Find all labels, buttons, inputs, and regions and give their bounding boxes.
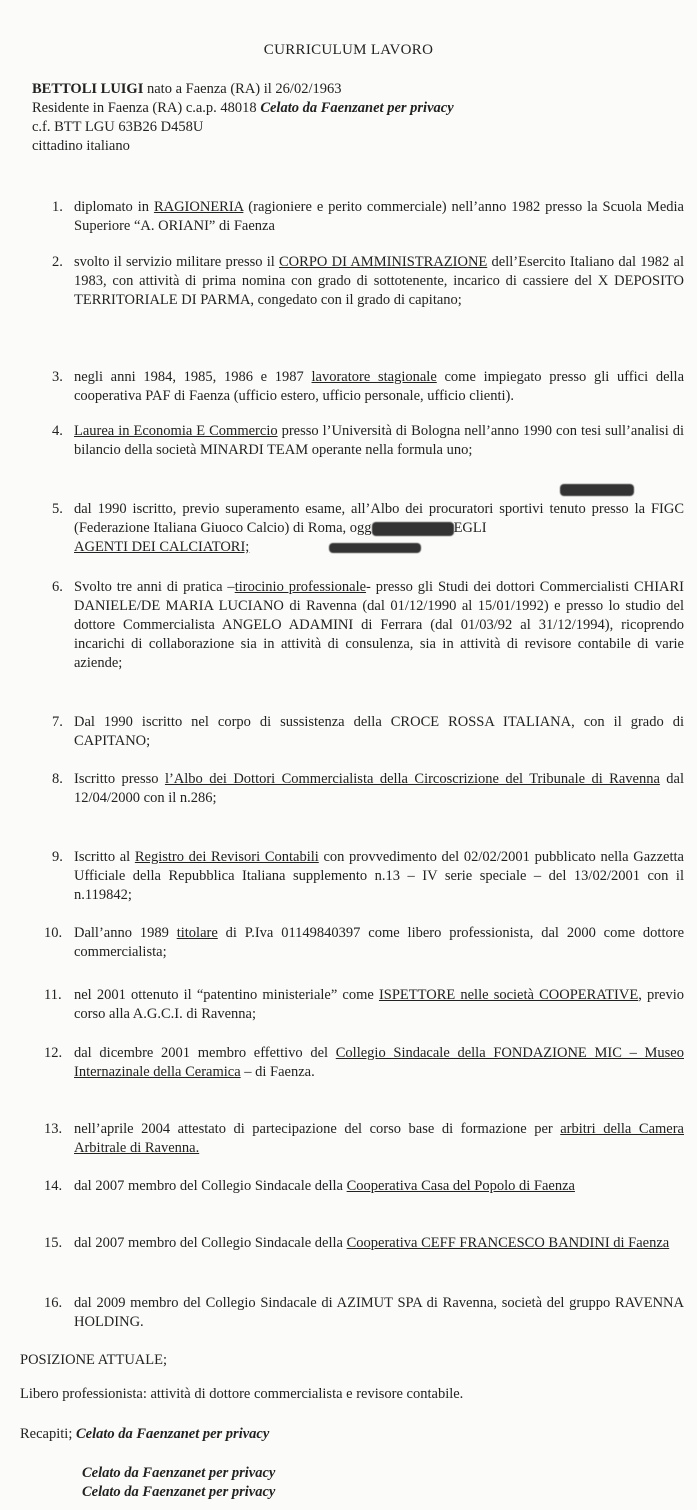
item-number: 15. bbox=[44, 1235, 63, 1251]
item-text-end: – di Faenza. bbox=[240, 1064, 315, 1080]
item-text-end: (ragioniere e perito commerciale) nell’anno 1982 presso la Scuola Media Superiore “A. ORIANI” di Faenza bbox=[74, 199, 684, 234]
item-highlight: l’Albo dei Dottori Commercialista della Circoscrizione del Tribunale di Ravenna bbox=[164, 771, 660, 787]
tax-code: c.f. BTT LGU 63B26 D458U bbox=[32, 119, 204, 135]
item-highlight: arbitri della Camera Arbitrale di Ravenna. bbox=[74, 1121, 684, 1156]
redaction-mark bbox=[560, 484, 634, 496]
item-highlight: Cooperativa CEFF FRANCESCO BANDINI di Faenza bbox=[346, 1235, 670, 1251]
item-text: diplomato in bbox=[74, 199, 154, 215]
list-item bbox=[52, 578, 684, 673]
item-highlight: tirocinio professionale bbox=[234, 579, 367, 595]
item-number: 7. bbox=[52, 714, 63, 730]
citizenship: cittadino italiano bbox=[32, 138, 130, 154]
item-number: 2. bbox=[52, 254, 63, 270]
item-text: dal 2009 membro del Collegio Sindacale di AZIMUT SPA di Ravenna, società del gruppo RAVENNA HOLDING. bbox=[74, 1295, 684, 1330]
list-item bbox=[44, 1177, 684, 1196]
name-line bbox=[32, 80, 454, 99]
item-text: svolto il servizio militare presso il bbox=[74, 254, 280, 270]
item-highlight: ISPETTORE nelle società COOPERATIVE bbox=[378, 987, 639, 1003]
item-number: 12. bbox=[44, 1045, 63, 1061]
item-text-end: EGLI bbox=[453, 520, 487, 536]
item-text-end: dal 12/04/2000 con il n.286; bbox=[74, 771, 685, 806]
personal-header bbox=[32, 80, 454, 156]
list-item bbox=[44, 986, 684, 1024]
item-text: Dall’anno 1989 bbox=[74, 925, 177, 941]
item-number: 8. bbox=[52, 771, 63, 787]
item-highlight: Laurea in Economia E Commercio bbox=[74, 423, 278, 439]
item-text: Dal 1990 iscritto nel corpo di sussistenza della CROCE ROSSA ITALIANA, con il grado di CAPITANO; bbox=[74, 714, 684, 749]
item-text-end: con provvedimento del 02/02/2001 pubblicato nella Gazzetta Ufficiale della Repubblica Italiana supplemento n.13 – IV serie speciale – del 13/02/2001 con il n.119842; bbox=[74, 849, 684, 903]
list-item bbox=[52, 253, 684, 310]
item-number: 16. bbox=[44, 1295, 63, 1311]
contacts-label: Recapiti; bbox=[20, 1426, 73, 1442]
contact-privacy: Celato da Faenzanet per privacy bbox=[75, 1426, 270, 1442]
item-number: 1. bbox=[52, 199, 63, 215]
item-text-end: presso l’Università di Bologna nell’anno 1990 con tesi sull’analisi di bilancio della società MINARDI TEAM operante nella formula uno; bbox=[74, 423, 685, 458]
item-number: 5. bbox=[52, 501, 63, 517]
list-item bbox=[44, 1044, 684, 1082]
item-text: nell’aprile 2004 attestato di partecipazione del corso base di formazione per bbox=[74, 1121, 561, 1137]
item-text: negli anni 1984, 1985, 1986 e 1987 bbox=[74, 369, 312, 385]
list-item bbox=[52, 500, 684, 557]
item-text-end: , previo corso alla A.G.C.I. di Ravenna; bbox=[74, 987, 684, 1022]
item-highlight: Cooperativa Casa del Popolo di Faenza bbox=[346, 1178, 575, 1194]
item-text-end: - presso gli Studi dei dottori Commercialisti CHIARI DANIELE/DE MARIA LUCIANO di Ravenna (dal 01/12/1990 al 15/01/1992) e presso lo studio del dottore Commercialista ANGELO ADAMINI di Ferrara (dal 01/03/92 al 31/12/1994), ricoprendo incarichi di collaborazione sia in attività di consulenza, sia in attività di revisore contabile di varie aziende; bbox=[74, 579, 684, 671]
contacts-line bbox=[20, 1425, 269, 1444]
item-highlight: Collegio Sindacale della FONDAZIONE MIC – Museo Internazinale della Ceramica bbox=[74, 1045, 684, 1080]
item-number: 10. bbox=[44, 925, 63, 941]
item-number: 11. bbox=[44, 987, 62, 1003]
item-highlight: AGENTI DEI CALCIATORI; bbox=[74, 539, 250, 555]
item-number: 9. bbox=[52, 849, 63, 865]
privacy-notice: Celato da Faenzanet per privacy bbox=[260, 100, 454, 116]
item-text: dal 1990 iscritto, previo superamento esame, all’Albo dei procuratori sportivi tenuto presso la FIGC (Federazione Italiana Giuoco Calcio) di Roma, ogg bbox=[74, 501, 684, 536]
item-highlight: titolare bbox=[176, 925, 218, 941]
item-text-end: come impiegato presso gli uffici della cooperativa PAF di Faenza (ufficio estero, ufficio personale, ufficio clienti). bbox=[74, 369, 685, 404]
item-text: Iscritto al bbox=[74, 849, 135, 865]
item-text-end: dell’Esercito Italiano dal 1982 al 1983, con attività di prima nomina con grado di sottotenente, incarico di cassiere del X DEPOSITO TERRITORIALE DI PARMA, congedato con il grado di capitano; bbox=[74, 254, 684, 308]
item-number: 6. bbox=[52, 579, 63, 595]
list-item bbox=[44, 1234, 684, 1253]
item-text-end: di P.Iva 01149840397 come libero professionista, dal 2000 come dottore commercialista; bbox=[74, 925, 684, 960]
list-item bbox=[52, 422, 685, 460]
list-item bbox=[52, 368, 685, 406]
contact-privacy: Celato da Faenzanet per privacy bbox=[82, 1465, 276, 1481]
birth-info: nato a Faenza (RA) il 26/02/1963 bbox=[143, 81, 342, 97]
item-number: 13. bbox=[44, 1121, 63, 1137]
list-item bbox=[52, 770, 685, 808]
item-text: dal dicembre 2001 membro effettivo del bbox=[74, 1045, 336, 1061]
item-number: 14. bbox=[44, 1178, 63, 1194]
item-highlight: RAGIONERIA bbox=[153, 199, 244, 215]
contact-privacy: Celato da Faenzanet per privacy bbox=[82, 1484, 276, 1500]
list-item bbox=[52, 848, 684, 905]
list-item bbox=[44, 1120, 684, 1158]
position-text: Libero professionista: attività di dottore commercialista e revisore contabile. bbox=[20, 1386, 464, 1402]
item-text: Svolto tre anni di pratica – bbox=[74, 579, 235, 595]
item-text: Iscritto presso bbox=[74, 771, 165, 787]
document-title: CURRICULUM LAVORO bbox=[263, 42, 434, 58]
position-heading: POSIZIONE ATTUALE; bbox=[20, 1352, 168, 1368]
item-number: 4. bbox=[52, 423, 63, 439]
list-item bbox=[44, 924, 684, 962]
list-item bbox=[52, 198, 684, 236]
list-item bbox=[44, 1294, 684, 1332]
redaction-mark bbox=[372, 522, 454, 536]
item-highlight: CORPO DI AMMINISTRAZIONE bbox=[279, 254, 488, 270]
item-highlight: Registro dei Revisori Contabili bbox=[134, 849, 319, 865]
item-text: nel 2001 ottenuto il “patentino ministeriale” come bbox=[74, 987, 379, 1003]
residence: Residente in Faenza (RA) c.a.p. 48018 bbox=[32, 100, 261, 116]
item-text: dal 2007 membro del Collegio Sindacale della bbox=[74, 1235, 347, 1251]
item-number: 3. bbox=[52, 369, 63, 385]
item-text: dal 2007 membro del Collegio Sindacale della bbox=[74, 1178, 347, 1194]
person-name: BETTOLI LUIGI bbox=[32, 81, 144, 97]
redaction-mark bbox=[329, 543, 421, 553]
item-highlight: lavoratore stagionale bbox=[311, 369, 437, 385]
residence-line bbox=[32, 99, 454, 118]
list-item bbox=[52, 713, 684, 751]
